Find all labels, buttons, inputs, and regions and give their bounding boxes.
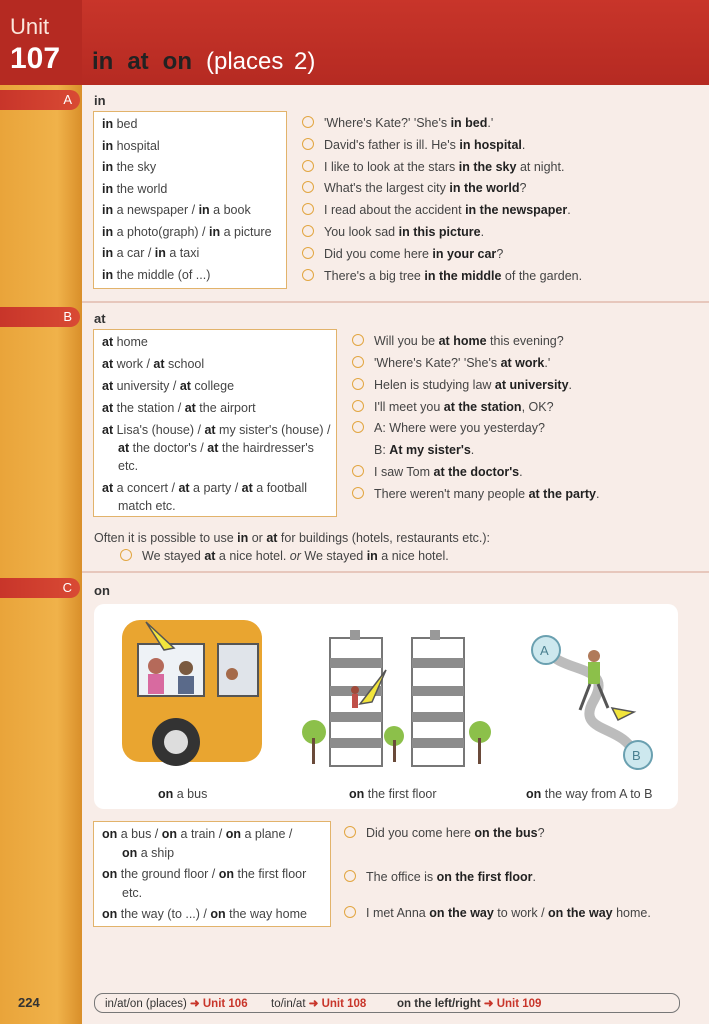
section-a-heading: in [94,93,106,108]
section-a-example: I like to look at the stars in the sky at night. [302,160,564,174]
section-b-heading: at [94,311,106,326]
path-a-to-b-illustration [532,636,652,769]
illustration-caption: on a bus [158,787,208,801]
bullet-circle-icon [352,334,364,346]
section-a-example: 'Where's Kate?' 'She's in bed.' [302,116,493,130]
section-b-item: at home [102,335,148,349]
unit-label: Unit [10,14,50,39]
section-a-item: in a newspaper / in a book [102,203,251,217]
section-a-example: Did you come here in your car? [302,247,503,261]
unit-number: 107 [10,42,61,75]
section-a-example: David's father is ill. He's in hospital. [302,138,525,152]
section-b-item: at Lisa's (house) / at my sister's (house) / [102,423,331,437]
section-c-example: I met Anna on the way to work / on the way home. [344,906,651,920]
bullet-circle-icon [352,465,364,477]
section-c-item: on the ground floor / on the first floor [102,867,307,881]
side-margin [0,0,82,1024]
divider-b [82,571,709,573]
xref-3[interactable]: on the left/right ➜ Unit 109 [397,998,542,1010]
section-b-example: Helen is studying law at university. [352,378,572,392]
section-c-item: on the way (to ...) / on the way home [102,907,307,921]
section-b-tab: B [0,307,80,327]
title-rest: (places 2) [206,48,316,75]
illustration-caption: on the first floor [349,787,437,801]
bullet-circle-icon [302,269,314,281]
section-a-tab: A [0,90,80,110]
section-b-box [93,329,337,517]
section-b-example: 'Where's Kate?' 'She's at work.' [352,356,550,370]
section-b-item: match etc. [118,499,176,513]
section-b-example: B: At my sister's. [374,443,475,457]
section-b-item: etc. [118,459,139,473]
section-c-tab: C [0,578,80,598]
xref-1[interactable]: in/at/on (places) ➜ Unit 106 [105,998,248,1010]
section-b-item: at university / at college [102,379,235,393]
section-b-example: There weren't many people at the party. [352,487,599,501]
page-title [92,48,315,76]
section-b-example: I saw Tom at the doctor's. [352,465,523,479]
section-c-example: Did you come here on the bus? [344,826,545,840]
title-in: in [92,48,114,75]
marker-a: A [540,643,549,658]
bullet-circle-icon [302,116,314,128]
bullet-circle-icon [352,378,364,390]
illustration-panel [94,604,678,809]
bullet-circle-icon [352,487,364,499]
section-b-item: at work / at school [102,357,205,371]
section-a-item: in the middle (of ...) [102,267,211,282]
cross-reference-bar [94,993,680,1013]
section-a-example: You look sad in this picture. [302,225,484,239]
section-a-item: in hospital [102,138,160,153]
section-c-item: on a ship [122,846,175,860]
section-a-item: in the world [102,181,168,196]
bullet-circle-icon [120,549,132,561]
section-a-example: I read about the accident in the newspaper. [302,203,571,217]
section-b-item: at a concert / at a party / at a football [102,481,308,495]
section-b-example: A: Where were you yesterday? [352,421,545,435]
section-a-item: in a car / in a taxi [102,246,200,260]
marker-b: B [632,748,641,763]
section-b-item: at the station / at the airport [102,401,256,415]
section-c-item: on a bus / on a train / on a plane / [102,827,293,841]
bullet-circle-icon [344,870,356,882]
title-at: at [127,48,149,75]
building-illustration [302,630,491,766]
section-a-box [93,111,287,289]
section-b-example: Will you be at home this evening? [352,334,564,348]
section-c-example: The office is on the first floor. [344,870,536,884]
section-b-example: I'll meet you at the station, OK? [352,400,554,414]
section-b-note: Often it is possible to use in or at for buildings (hotels, restaurants etc.): [94,531,491,545]
section-a-example: What's the largest city in the world? [302,181,526,195]
bullet-circle-icon [352,421,364,433]
bullet-circle-icon [302,225,314,237]
bullet-circle-icon [302,138,314,150]
section-a-item: in a photo(graph) / in a picture [102,224,272,239]
bullet-circle-icon [344,906,356,918]
section-a-item: in bed [102,117,138,131]
bullet-circle-icon [302,181,314,193]
bullet-circle-icon [302,160,314,172]
section-b-note-example: We stayed at a nice hotel. or We stayed in a nice hotel. [120,549,449,563]
bullet-circle-icon [352,356,364,368]
title-on: on [162,48,192,75]
bullet-circle-icon [302,203,314,215]
section-a-example: There's a big tree in the middle of the garden. [302,269,582,283]
section-c-box [93,821,331,927]
section-b-item: at the doctor's / at the hairdresser's [118,441,314,455]
illustration-caption: on the way from A to B [526,787,653,801]
bus-illustration [122,620,262,766]
bullet-circle-icon [302,247,314,259]
section-a-item: in the sky [102,160,157,174]
divider-a [82,301,709,303]
unit-header [0,0,709,85]
page-number: 224 [18,995,40,1010]
section-c-heading: on [94,583,110,598]
bullet-circle-icon [344,826,356,838]
section-c-item: etc. [122,886,143,900]
xref-2[interactable]: to/in/at ➜ Unit 108 [271,998,367,1010]
bullet-circle-icon [352,400,364,412]
